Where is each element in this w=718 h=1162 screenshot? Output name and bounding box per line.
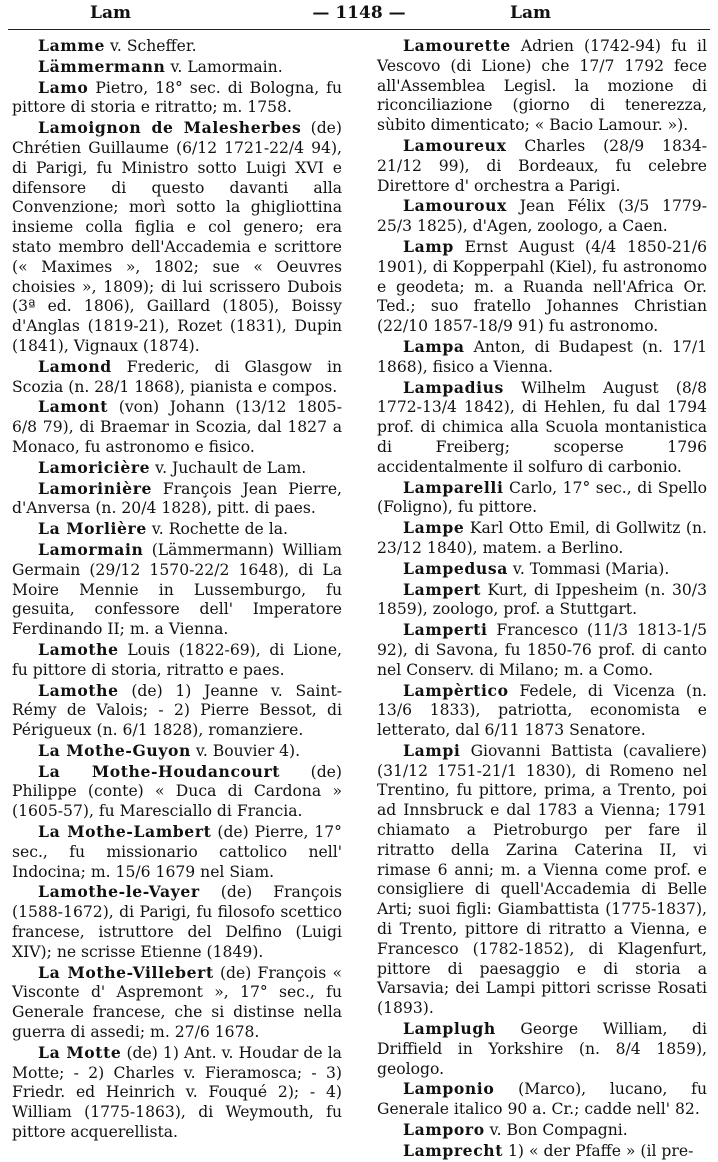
entry-text: (de) Chrétien Guillaume (6/12 1721-22/4 94), di Parigi, fu Ministro sotto Luigi XVI e difensore di questo davanti alla Convenzione; morì sotto la ghigliottina insieme colla figlia e col genero; era stato membro dell'Accademia e scrittore (« Maximes », 1802; sue « Oeuvres choisies », 1809); di lui scrissero Dubois (3ª ed. 1806), Gaillard (1805), Boissy d'Anglas (1819-21), Rozet (1831), Dupin (1841), Vignaux (1874). (12, 119, 342, 355)
dictionary-entry (12, 357, 342, 398)
dictionary-entry (12, 822, 342, 882)
entry-headword: Lamoignon de Malesherbes (38, 118, 302, 138)
entry-text: (de) Philippe (conte) « Duca di Cardona » (1605-57), fu Maresciallo di Francia. (12, 762, 342, 821)
entry-text: v. Rochette de la. (146, 520, 288, 539)
dictionary-entry (377, 559, 707, 580)
entry-headword: Lamourette (403, 36, 511, 55)
dictionary-entry (377, 196, 707, 237)
entry-text: (von) Johann (13/12 1805-6/8 79), di Braemar in Scozia, dal 1827 a Monaco, fu astronomo e fisico. (12, 398, 342, 456)
dictionary-entry (12, 479, 342, 520)
dictionary-entry (377, 1120, 707, 1141)
dictionary-entry (377, 1079, 707, 1120)
entry-text: v. Tommasi (Maria). (507, 559, 670, 578)
entry-text: Pietro, 18° sec. di Bologna, fu pittore di storia e ritratto; m. 1758. (12, 78, 342, 117)
entry-text: Frederic, di Glasgow in Scozia (n. 28/1 1868), pianista e compos. (12, 357, 342, 396)
entry-headword: Lamoricière (38, 457, 151, 477)
entry-text: (Marco), lucano, fu Generale italico 90 a. Cr.; cadde nell' 82. (377, 1080, 707, 1119)
dictionary-entry (12, 57, 342, 78)
entry-headword: Lampi (403, 740, 461, 760)
entry-text: v. Bon Compagni. (484, 1121, 628, 1140)
entry-headword: La Motte (38, 1042, 122, 1062)
dictionary-entry (377, 1141, 707, 1162)
entry-text: Kurt, di Ippesheim (n. 30/3 1859), zoologo, prof. a Stuttgart. (377, 580, 707, 619)
entry-headword: Lamothe-le-Vayer (38, 882, 200, 902)
entry-headword: Lamp (403, 236, 454, 256)
entry-headword: Lamplugh (403, 1019, 496, 1039)
entry-text: Giovanni Battista (cavaliere) (31/12 1751-21/1 1830), di Romeno nel Trentino, fu pittore, prima, a Trento, poi ad Innsbruck e dal 1783 a Vienna; 1791 chiamato a Pietroburgo per fare il ritratto della Zarina Caterina II, vi rimase 6 anni; m. a Vienna come prof. e consigliere di quell'Accademia di Belle Arti; suoi figli: Giambattista (1775-1837), di Trento, pittore di ritratto a Vienna, e Francesco (1782-1852), di Klagenfurt, pittore di paesaggio e di storia a Varsavia; dei Lampi pittori scrisse Rosati (1893). (377, 741, 707, 1018)
dictionary-entry (12, 78, 342, 119)
dictionary-entry (12, 1043, 342, 1143)
dictionary-entry (12, 458, 342, 479)
entry-headword: Lampadius (403, 377, 504, 397)
entry-headword: Lamprecht (403, 1140, 504, 1160)
entry-headword: La Mothe-Guyon (38, 740, 191, 760)
entry-text: Karl Otto Emil, di Gollwitz (n. 23/12 1840), matem. a Berlino. (377, 519, 707, 557)
entry-headword: Lamoureux (403, 135, 507, 155)
dictionary-entry (377, 580, 707, 621)
entry-headword: Lamporo (403, 1120, 485, 1140)
entry-headword: Lamothe (38, 639, 119, 659)
dictionary-entry (377, 478, 707, 519)
dictionary-entry (12, 36, 342, 57)
header-right-guideword: Lam (510, 3, 551, 23)
dictionary-entry (377, 620, 707, 680)
left-column (12, 36, 342, 1143)
dictionary-entry (12, 741, 342, 762)
entry-headword: Lämmermann (38, 56, 166, 76)
dictionary-entry (12, 519, 342, 540)
entry-text: Carlo, 17° sec., di Spello (Foligno), fu pittore. (377, 478, 707, 517)
entry-headword: Lampa (403, 336, 465, 356)
dictionary-entry (377, 237, 707, 337)
entry-text: Wilhelm August (8/8 1772-13/4 1842), di Hehlen, fu dal 1794 prof. di chimica alla Scuola montanistica di Freiberg; scoperse 1796 accidentalmente il solfuro di carbonio. (377, 378, 707, 476)
entry-text: Louis (1822-69), di Lione, fu pittore di storia, ritratto e paes. (12, 640, 342, 679)
entry-headword: Lamont (38, 397, 109, 417)
entry-text: (de) François « Visconte d' Aspremont », 17° sec., fu Generale francese, che si distinse nella guerra di assedi; m. 27/6 1678. (12, 963, 342, 1042)
entry-text: Fedele, di Vicenza (n. 13/6 1833), patriotta, economista e letterato, dal 6/11 1873 Senatore. (377, 681, 707, 740)
dictionary-entry (12, 963, 342, 1043)
entry-headword: La Morlière (38, 519, 147, 539)
entry-headword: Lamormain (38, 539, 144, 559)
entry-text: v. Juchault de Lam. (150, 458, 307, 477)
dictionary-entry (12, 762, 342, 822)
entry-text: Anton, di Budapest (n. 17/1 1868), fisico a Vienna. (377, 337, 707, 376)
dictionary-entry (12, 882, 342, 962)
entry-headword: Lamond (38, 356, 112, 376)
dictionary-entry (12, 540, 342, 640)
dictionary-entry (377, 136, 707, 196)
entry-headword: La Mothe-Houdancourt (38, 761, 281, 781)
dictionary-entry (377, 36, 707, 136)
entry-text: (de) 1) Jeanne v. Saint-Rémy de Valois; - 2) Pierre Bessot, di Périgueux (n. 6/1 1828), romanziere. (12, 681, 342, 740)
entry-text: v. Bouvier 4). (190, 741, 301, 760)
entry-text: v. Lamormain. (165, 57, 283, 76)
entry-headword: Lamouroux (403, 196, 507, 216)
entry-text: 1) « der Pfaffe » (il pre- (503, 1141, 694, 1160)
entry-headword: La Mothe-Villebert (38, 962, 214, 982)
dictionary-entry (377, 378, 707, 478)
entry-headword: La Mothe-Lambert (38, 822, 212, 842)
dictionary-entry (377, 681, 707, 741)
entry-headword: Lampert (403, 579, 482, 599)
entry-text: Jean Félix (3/5 1779-25/3 1825), d'Agen, zoologo, a Caen. (377, 197, 707, 236)
entry-headword: Lampèrtico (403, 680, 509, 700)
dictionary-entry (12, 640, 342, 681)
entry-text: (de) Pierre, 17° sec., fu missionario cattolico nell' Indocina; m. 15/6 1679 nel Siam. (12, 823, 342, 881)
entry-headword: Lamme (38, 36, 105, 55)
dictionary-entry (12, 397, 342, 457)
entry-text: Ernst August (4/4 1850-21/6 1901), di Kopperpahl (Kiel), fu astronomo e geodeta; m. a Ruanda nell'Africa Or. Ted.; suo fratello Johannes Christian (22/10 1857-18/9 91) fu astronomo. (377, 237, 707, 336)
dictionary-entry (12, 681, 342, 741)
entry-headword: Lamo (38, 77, 89, 97)
entry-text: (Lämmermann) William Germain (29/12 1570-22/2 1648), di La Moire Mennie in Lussemburgo, fu gesuita, confessore dell' Imperatore Ferdinando II; m. a Vienna. (12, 540, 342, 639)
entry-text: Francesco (11/3 1813-1/5 92), di Savona, fu 1850-76 prof. di canto nel Conserv. di Milano; m. a Como. (377, 621, 707, 679)
entry-headword: Lamparelli (403, 477, 504, 497)
entry-text: Adrien (1742-94) fu il Vescovo (di Lione) che 17/7 1792 fece all'Assemblea Legisl. la mozione di riconciliazione (giorno di tenerezza, sùbito dimenticato; « Bacio Lamour. »). (377, 37, 707, 135)
entry-text: François Jean Pierre, d'Anversa (n. 20/4 1828), pitt. di paes. (12, 479, 342, 518)
page-number: — 1148 — (312, 3, 406, 23)
page-header (0, 0, 718, 30)
dictionary-entry (377, 741, 707, 1019)
entry-text: v. Scheffer. (105, 37, 197, 55)
dictionary-entry (12, 118, 342, 357)
dictionary-entry (377, 337, 707, 378)
entry-text: Charles (28/9 1834-21/12 99), di Bordeaux, fu celebre Direttore d' orchestra a Parigi. (377, 136, 707, 195)
entry-text: (de) François (1588-1672), di Parigi, fu filosofo scettico francese, istruttore del Delfino (Luigi XIV); ne scrisse Etienne (1849). (12, 883, 342, 961)
dictionary-entry (377, 1019, 707, 1079)
entry-headword: Lampedusa (403, 558, 508, 578)
entry-headword: Lamothe (38, 680, 119, 700)
entry-headword: Lamorinière (38, 478, 153, 498)
entry-headword: Lamponio (403, 1079, 495, 1099)
dictionary-entry (377, 518, 707, 559)
header-rule (8, 29, 710, 30)
entry-text: (de) 1) Ant. v. Houdar de la Motte; - 2) Charles v. Fieramosca; - 3) Friedr. ed Heinrich v. Fouqué 2); - 4) William (1775-1863), di Weymouth, fu pittore acquerellista. (12, 1043, 342, 1142)
header-left-guideword: Lam (90, 3, 131, 23)
right-column (377, 36, 707, 1162)
entry-headword: Lampe (403, 518, 465, 538)
entry-headword: Lamperti (403, 620, 488, 640)
entry-text: George William, di Driffield in Yorkshire (n. 8/4 1859), geologo. (377, 1020, 707, 1078)
